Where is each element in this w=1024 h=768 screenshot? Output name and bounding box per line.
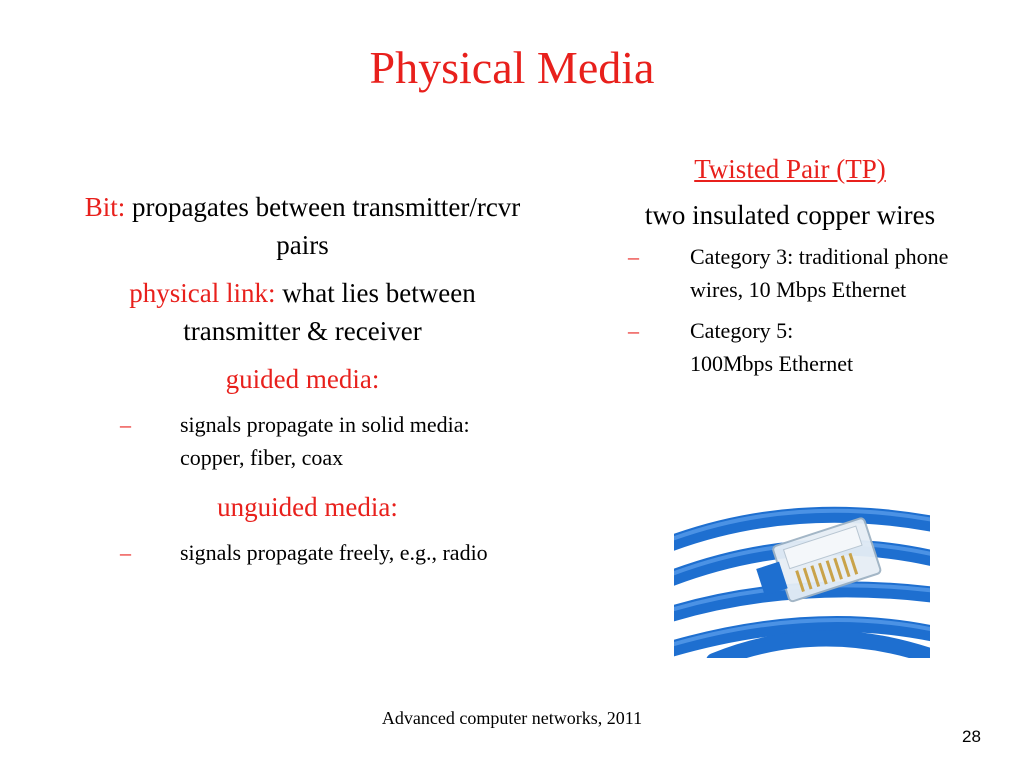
bit-text: propagates between transmitter/rcvr pairs <box>125 192 521 260</box>
bit-paragraph <box>80 188 525 264</box>
category-5-text: Category 5: 100Mbps Ethernet <box>690 318 854 376</box>
bullet-dash: – <box>120 540 131 565</box>
guided-media-heading: guided media: <box>225 364 380 394</box>
twisted-pair-heading: Twisted Pair (TP) <box>694 154 886 184</box>
category-3-text: Category 3: traditional phone wires, 10 Mbps Ethernet <box>690 244 949 302</box>
footer-text: Advanced computer networks, 2011 <box>381 708 643 728</box>
bullet-dash: – <box>628 318 639 343</box>
category-3-bullet <box>580 240 1000 306</box>
physical-link-label: physical link: <box>129 278 276 308</box>
slide-title: Physical Media <box>369 42 655 93</box>
physical-link-text: what lies between transmitter & receiver <box>183 278 476 346</box>
category-5-bullet <box>580 314 1000 380</box>
guided-bullet-text: signals propagate in solid media: copper, fiber, coax <box>180 412 470 470</box>
ethernet-cable-image <box>674 486 930 658</box>
twisted-pair-lead: two insulated copper wires <box>644 200 936 230</box>
bullet-dash: – <box>628 244 639 269</box>
unguided-media-heading: unguided media: <box>217 492 398 522</box>
right-column <box>580 150 1000 388</box>
guided-media-bullet <box>80 408 525 474</box>
unguided-media-bullet <box>80 536 525 569</box>
bit-label: Bit: <box>84 192 126 222</box>
physical-link-paragraph <box>80 274 525 350</box>
left-column <box>80 188 525 583</box>
bullet-dash: – <box>120 412 131 437</box>
unguided-bullet-text: signals propagate freely, e.g., radio <box>180 540 488 565</box>
page-number: 28 <box>962 727 981 746</box>
